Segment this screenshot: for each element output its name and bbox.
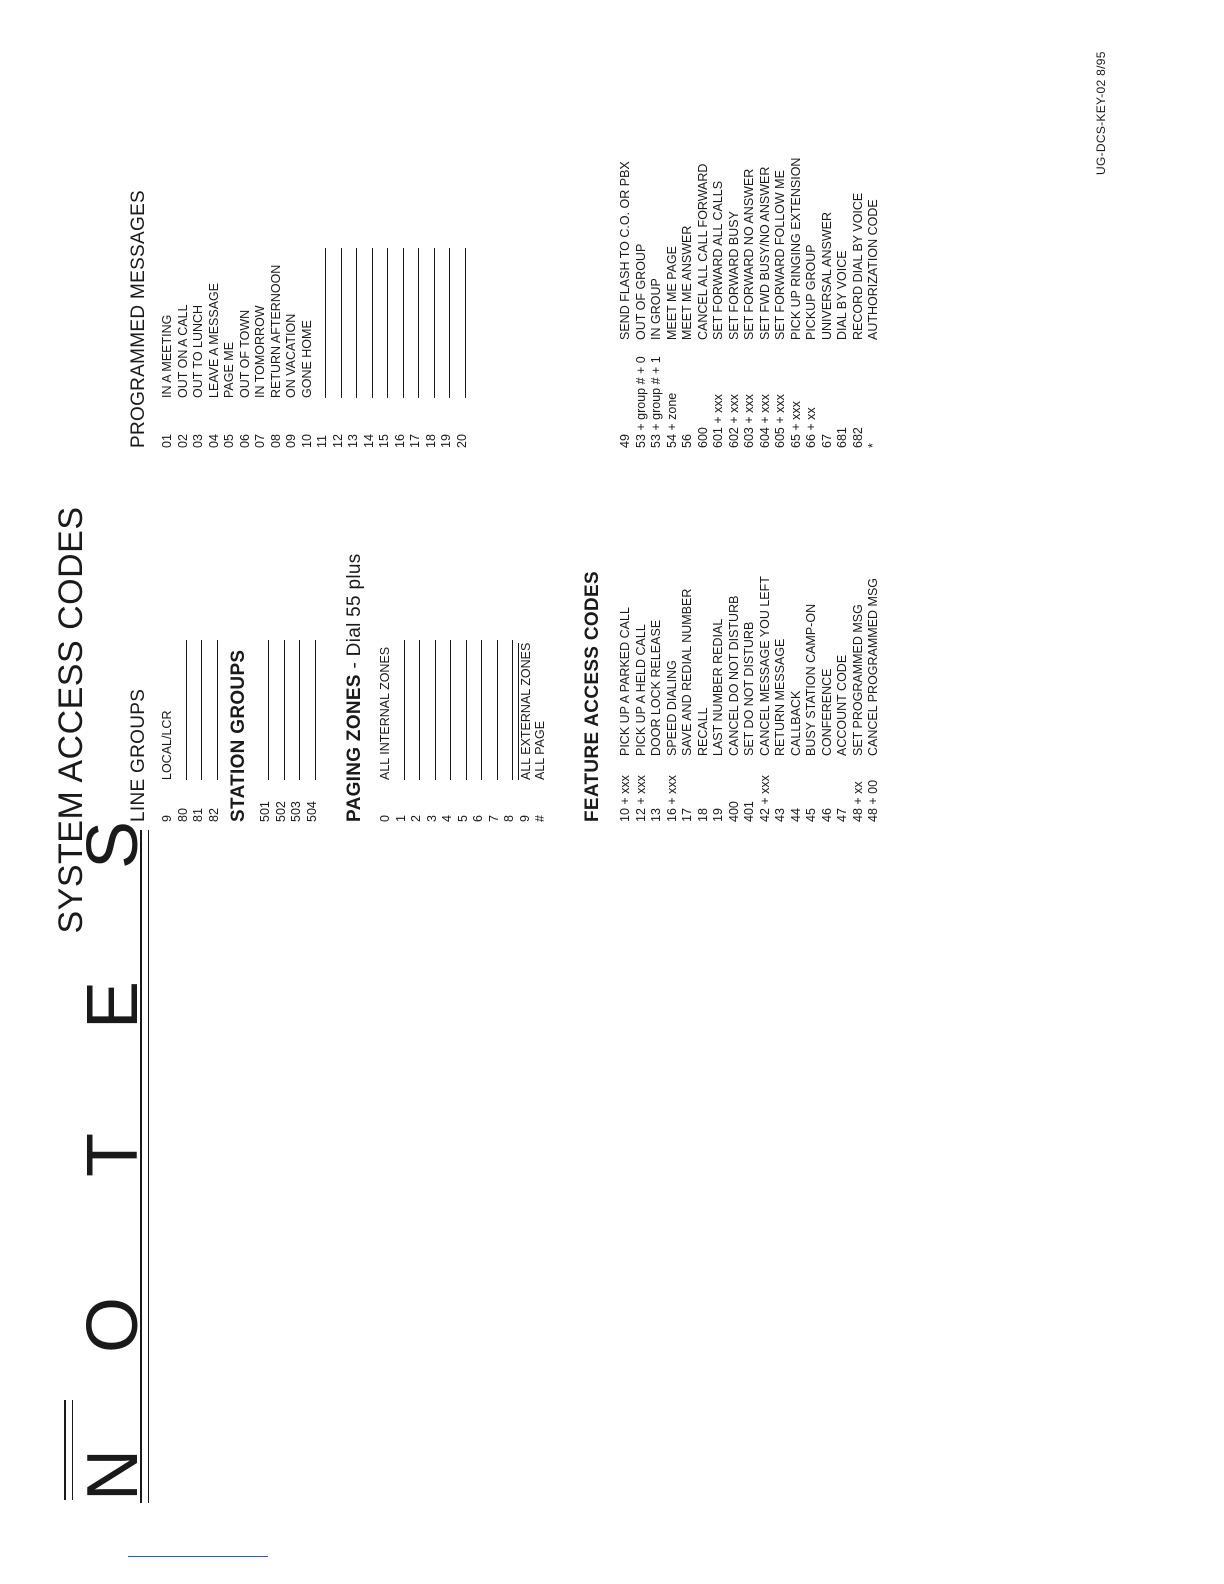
station-groups-heading: STATION GROUPS (228, 649, 249, 822)
access-code: 48 + xx (850, 781, 865, 822)
code-row (269, 248, 285, 448)
code-row (804, 576, 820, 822)
code-description: SET FORWARD NO ANSWER (742, 168, 756, 340)
access-code: 18 (423, 434, 438, 448)
code-row (665, 576, 681, 822)
code-row (284, 248, 300, 448)
access-code: * (866, 443, 880, 448)
blank-entry-line (487, 640, 498, 780)
code-description: RECALL (695, 707, 710, 756)
code-row (409, 640, 425, 822)
code-description: SET PROGRAMMED MSG (850, 604, 865, 756)
code-row (533, 640, 549, 822)
access-code: 605 + xxx (773, 394, 787, 448)
feature-codes-left-list (618, 576, 882, 822)
access-code: 14 (361, 434, 376, 448)
code-description: ALL INTERNAL ZONES (378, 646, 392, 780)
code-row (851, 576, 867, 822)
blank-entry-line (258, 640, 269, 780)
blank-entry-line (315, 248, 326, 398)
code-description: OUT OF TOWN (237, 309, 252, 398)
code-row (191, 640, 207, 822)
code-row (696, 576, 712, 822)
page-title: SYSTEM ACCESS CODES (52, 506, 90, 934)
code-description: MEET ME PAGE (664, 245, 679, 340)
access-code: 4 (440, 815, 454, 822)
access-code: 19 (439, 434, 453, 448)
code-row (758, 576, 774, 822)
code-row (866, 576, 882, 822)
code-description: CANCEL DO NOT DISTURB (726, 595, 741, 756)
access-code: 3 (424, 815, 439, 822)
access-code: 53 + group # + 0 (633, 356, 648, 448)
access-code: 6 (471, 815, 485, 822)
access-code: 65 + xxx (788, 401, 803, 448)
code-description: SPEED DIALING (664, 660, 679, 756)
code-description: SEND FLASH TO C.O. OR PBX (618, 161, 632, 340)
code-description: DOOR LOCK RELEASE (649, 619, 663, 756)
access-code: 04 (206, 434, 221, 448)
code-description: PICK UP A HELD CALL (633, 624, 648, 756)
blank-entry-line (207, 640, 218, 780)
code-description: PICKUP GROUP (804, 244, 818, 340)
code-row (346, 248, 362, 448)
code-row (773, 576, 789, 822)
access-code: 16 + xxx (664, 775, 679, 822)
access-codes-sheet (52, 20, 1132, 1540)
blank-entry-line (331, 248, 342, 398)
code-row (425, 640, 441, 822)
code-description: PAGE ME (222, 341, 236, 398)
access-code: 601 + xxx (711, 394, 725, 448)
line-groups-heading: LINE GROUPS (128, 688, 149, 822)
access-code: 19 (711, 808, 725, 822)
access-code: 681 (835, 427, 849, 448)
access-code: 400 (726, 801, 741, 822)
code-row (160, 640, 176, 822)
code-row (634, 576, 650, 822)
access-code: 81 (191, 808, 205, 822)
code-row (176, 248, 192, 448)
blank-entry-line (424, 248, 435, 398)
code-description: AUTHORIZATION CODE (866, 199, 880, 340)
access-code: 56 (680, 434, 694, 448)
code-description: GONE HOME (299, 320, 314, 398)
access-code: 42 + xxx (757, 775, 772, 822)
code-row (820, 576, 836, 822)
access-code: 600 (695, 427, 710, 448)
access-code: 54 + zone (664, 392, 679, 448)
code-row (289, 640, 305, 822)
code-description: RETURN AFTERNOON (268, 264, 283, 398)
blank-entry-line (393, 248, 404, 398)
code-row (440, 640, 456, 822)
code-row (773, 158, 789, 448)
code-row (377, 248, 393, 448)
code-description: PICK UP A PARKED CALL (618, 607, 632, 756)
code-row (758, 158, 774, 448)
code-description: CALLBACK (788, 690, 803, 756)
notes-letter-o: O (73, 1297, 153, 1354)
code-description: ACCOUNT CODE (835, 654, 849, 756)
paging-zones-subtitle: - Dial 55 plus (344, 553, 365, 669)
access-code: 7 (486, 815, 501, 822)
code-row (851, 158, 867, 448)
programmed-messages-heading: PROGRAMMED MESSAGES (128, 189, 149, 448)
code-row (618, 576, 634, 822)
access-code: 503 (289, 801, 303, 822)
code-row (191, 248, 207, 448)
code-row (455, 248, 471, 448)
blank-entry-line (440, 640, 451, 780)
footer-underline (128, 1556, 268, 1557)
code-row (649, 576, 665, 822)
blank-entry-line (409, 640, 420, 780)
access-code: 603 + xxx (742, 394, 756, 448)
code-description: PICK UP RINGING EXTENSION (788, 157, 803, 340)
code-row (649, 158, 665, 448)
code-row (305, 640, 321, 822)
access-code: 17 (680, 808, 694, 822)
access-code: 20 (454, 434, 469, 448)
programmed-messages-list (160, 248, 470, 448)
notes-letter-n: N (73, 1449, 153, 1501)
access-code: 13 (649, 808, 663, 822)
access-code: 44 (788, 808, 803, 822)
paging-zones-list (378, 640, 549, 822)
access-code: 2 (409, 815, 423, 822)
code-row (618, 158, 634, 448)
code-description: ON VACATION (284, 313, 298, 398)
feature-codes-heading: FEATURE ACCESS CODES (582, 571, 603, 822)
document-id: UG-DCS-KEY-02 8/95 (1094, 51, 1108, 175)
code-row (160, 248, 176, 448)
code-description: SAVE AND REDIAL NUMBER (680, 588, 694, 756)
code-row (258, 640, 274, 822)
code-row (518, 640, 534, 822)
access-code: 06 (237, 434, 252, 448)
access-code: 602 + xxx (726, 394, 741, 448)
code-row (502, 640, 518, 822)
code-row (222, 248, 238, 448)
code-description: IN GROUP (649, 278, 663, 340)
access-code: 80 (175, 808, 190, 822)
code-row (238, 248, 254, 448)
blank-entry-line (425, 640, 436, 780)
access-code: 46 (819, 808, 834, 822)
code-description: DIAL BY VOICE (835, 250, 849, 340)
code-description: IN TOMORROW (253, 305, 267, 398)
code-description: OUT ON A CALL (175, 304, 190, 398)
notes-letter-t: T (73, 1133, 153, 1177)
blank-entry-line (502, 640, 513, 780)
code-row (742, 158, 758, 448)
code-row (253, 248, 269, 448)
code-description: LEAVE A MESSAGE (206, 282, 221, 398)
access-code: 15 (377, 434, 391, 448)
blank-entry-line (408, 248, 419, 398)
access-code: 49 (618, 434, 632, 448)
code-row (487, 640, 503, 822)
code-row (866, 158, 882, 448)
access-code: 53 + group # + 1 (649, 356, 663, 448)
access-code: 504 (304, 801, 319, 822)
blank-entry-line (456, 640, 467, 780)
code-description: UNIVERSAL ANSWER (819, 211, 834, 340)
code-row (456, 640, 472, 822)
blank-entry-line (455, 248, 466, 398)
code-row (727, 576, 743, 822)
notes-letter-s: S (73, 820, 153, 870)
code-row (439, 248, 455, 448)
code-row (665, 158, 681, 448)
access-code: 12 + xxx (633, 775, 648, 822)
line-groups-list (160, 640, 222, 822)
access-code: 47 (835, 808, 849, 822)
access-code: 01 (160, 434, 174, 448)
access-code: 5 (455, 815, 470, 822)
access-code: 1 (393, 815, 408, 822)
code-row (331, 248, 347, 448)
code-description: SET DO NOT DISTURB (742, 621, 756, 756)
code-row (680, 576, 696, 822)
code-description: SET FORWARD ALL CALLS (711, 180, 725, 340)
blank-entry-line (274, 640, 285, 780)
access-code: 43 (773, 808, 787, 822)
code-row (711, 576, 727, 822)
code-description: BUSY STATION CAMP-ON (804, 603, 818, 756)
access-code: 02 (175, 434, 190, 448)
code-row (835, 158, 851, 448)
access-code: 08 (268, 434, 283, 448)
access-code: 401 (742, 801, 756, 822)
code-description: OUT TO LUNCH (191, 304, 205, 398)
blank-entry-line (289, 640, 300, 780)
code-row (424, 248, 440, 448)
code-row (362, 248, 378, 448)
code-row (207, 640, 223, 822)
blank-entry-line (394, 640, 405, 780)
code-row (789, 158, 805, 448)
code-description: LAST NUMBER REDIAL (711, 618, 725, 756)
blank-entry-line (176, 640, 187, 780)
access-code: 501 (258, 801, 272, 822)
access-code: # (533, 815, 547, 822)
blank-entry-line (439, 248, 450, 398)
access-code: 16 (392, 434, 407, 448)
code-row (207, 248, 223, 448)
blank-entry-line (346, 248, 357, 398)
access-code: 502 (273, 801, 288, 822)
access-code: 9 (160, 815, 174, 822)
code-description: IN A MEETING (160, 314, 174, 398)
blank-entry-line (362, 248, 373, 398)
access-code: 11 (315, 435, 329, 448)
code-description: ALL PAGE (533, 720, 547, 780)
access-code: 17 (408, 434, 422, 448)
code-row (680, 158, 696, 448)
access-code: 03 (191, 434, 205, 448)
code-row (315, 248, 331, 448)
notes-letter-e: E (73, 980, 153, 1030)
access-code: 682 (850, 427, 865, 448)
access-code: 07 (253, 434, 267, 448)
code-row (789, 576, 805, 822)
access-code: 67 (819, 434, 834, 448)
code-description: CONFERENCE (819, 668, 834, 756)
access-code: 10 + xxx (618, 775, 632, 822)
code-row (471, 640, 487, 822)
code-description: SET FWD BUSY/NO ANSWER (757, 166, 772, 340)
station-groups-list (258, 640, 320, 822)
access-code: 18 (695, 808, 710, 822)
code-row (393, 248, 409, 448)
code-description: MEET ME ANSWER (680, 225, 694, 340)
code-description: OUT OF GROUP (633, 243, 648, 340)
code-row (711, 158, 727, 448)
blank-entry-line (305, 640, 316, 780)
access-code: 05 (222, 434, 236, 448)
code-description: CANCEL PROGRAMMED MSG (866, 577, 880, 756)
access-code: 604 + xxx (757, 394, 772, 448)
code-description: SET FORWARD BUSY (726, 211, 741, 340)
access-code: 9 (517, 815, 532, 822)
code-row (274, 640, 290, 822)
code-row (634, 158, 650, 448)
code-row (835, 576, 851, 822)
code-description: ALL EXTERNAL ZONES (518, 642, 533, 780)
paging-zones-title: PAGING ZONES (344, 674, 365, 822)
code-description: SET FORWARD FOLLOW ME (773, 170, 787, 340)
code-description: RECORD DIAL BY VOICE (850, 192, 865, 340)
code-row (742, 576, 758, 822)
paging-zones-heading (344, 553, 366, 822)
access-code: 48 + 00 (866, 779, 880, 822)
feature-codes-right-list (618, 158, 882, 448)
code-description: CANCEL MESSAGE YOU LEFT (757, 576, 772, 756)
code-row (176, 640, 192, 822)
code-description: CANCEL ALL CALL FORWARD (695, 163, 710, 340)
code-description: LOCAL/LCR (160, 710, 174, 780)
blank-entry-line (471, 640, 482, 780)
access-code: 12 (330, 434, 345, 448)
code-description: RETURN MESSAGE (773, 638, 787, 756)
blank-entry-line (191, 640, 202, 780)
code-row (300, 248, 316, 448)
code-row (820, 158, 836, 448)
code-row (394, 640, 410, 822)
code-row (696, 158, 712, 448)
access-code: 66 + xx (804, 407, 818, 448)
code-row (378, 640, 394, 822)
access-code: 82 (206, 808, 221, 822)
code-row (408, 248, 424, 448)
access-code: 45 (804, 808, 818, 822)
blank-entry-line (377, 248, 388, 398)
access-code: 10 (299, 434, 314, 448)
access-code: 13 (346, 434, 360, 448)
access-code: 0 (378, 815, 392, 822)
code-row (804, 158, 820, 448)
access-code: 8 (502, 815, 516, 822)
code-row (727, 158, 743, 448)
access-code: 09 (284, 434, 298, 448)
